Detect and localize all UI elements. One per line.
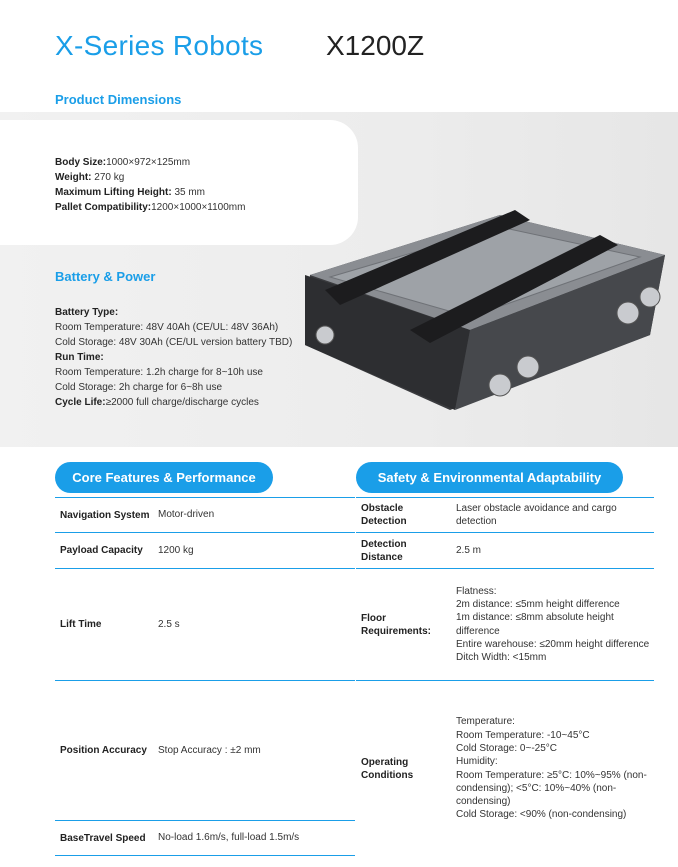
run-time-line: Cold Storage: 2h charge for 6~8h use (55, 382, 223, 393)
row-label: Floor Requirements: (361, 612, 432, 637)
table-row (356, 497, 654, 532)
dimensions-list (55, 155, 245, 215)
table-row (55, 568, 355, 680)
safety-header: Safety & Environmental Adaptability (356, 462, 623, 493)
battery-type-line: Room Temperature: 48V 40Ah (CE/UL: 48V 36Ah) (55, 322, 279, 333)
battery-type-label: Battery Type: (55, 307, 119, 318)
row-label: Position Accuracy (60, 745, 147, 756)
table-row (55, 680, 355, 820)
battery-list (55, 305, 292, 410)
row-label: Navigation System (60, 509, 150, 521)
row-label: Obstacle Detection (361, 503, 407, 527)
table-row (55, 532, 355, 568)
dimensions-heading: Product Dimensions (55, 92, 182, 107)
run-time-line: Room Temperature: 1.2h charge for 8~10h use (55, 367, 263, 378)
row-label: Lift Time (60, 619, 102, 630)
table-row (356, 680, 654, 856)
row-value: Laser obstacle avoidance and cargo detection (456, 502, 617, 527)
series-title: X-Series Robots (55, 30, 264, 61)
cycle-life: Cycle Life:≥2000 full charge/discharge cycles (55, 397, 259, 408)
run-time-label: Run Time: (55, 352, 104, 363)
dim-weight: Weight: 270 kg (55, 172, 125, 183)
row-value: 2.5 s (158, 618, 180, 630)
row-label: Operating Conditions (361, 756, 414, 781)
dim-body-size: Body Size:1000×972×125mm (55, 157, 191, 168)
row-value: Temperature: Room Temperature: -10~45°C Cold Storage: 0~-25°C Humidity: Room Temperature: ≥5°C: 10%~95% (non-condensing); <5°C: 10%~40% (non-condensing) Cold Storage: <90% (non-condensing) (456, 716, 647, 821)
battery-type-line: Cold Storage: 48V 30Ah (CE/UL version battery TBD) (55, 337, 293, 348)
core-features-header: Core Features & Performance (55, 462, 273, 493)
row-label: Detection Distance (361, 538, 407, 563)
dim-pallet: Pallet Compatibility:1200×1000×1100mm (55, 202, 246, 213)
table-row (55, 820, 355, 856)
model-name: X1200Z (326, 30, 425, 61)
row-value: 2.5 m (456, 544, 482, 556)
row-value: Stop Accuracy : ±2 mm (158, 744, 261, 756)
table-row (356, 532, 654, 568)
dim-lifting-height: Maximum Lifting Height: 35 mm (55, 187, 206, 198)
row-value: Motor-driven (158, 509, 215, 521)
battery-heading: Battery & Power (55, 269, 156, 284)
robot-image (300, 195, 670, 410)
row-label: Payload Capacity (60, 545, 143, 556)
row-value: 1200 kg (158, 544, 194, 556)
row-label: BaseTravel Speed (60, 832, 146, 844)
table-row (55, 497, 355, 532)
row-value: No-load 1.6m/s, full-load 1.5m/s (158, 832, 300, 844)
table-row (356, 568, 654, 680)
row-value: Flatness: 2m distance: ≤5mm height difference 1m distance: ≤8mm absolute height difference Entire warehouse: ≤20mm height difference Ditch Width: <15mm (456, 585, 650, 664)
